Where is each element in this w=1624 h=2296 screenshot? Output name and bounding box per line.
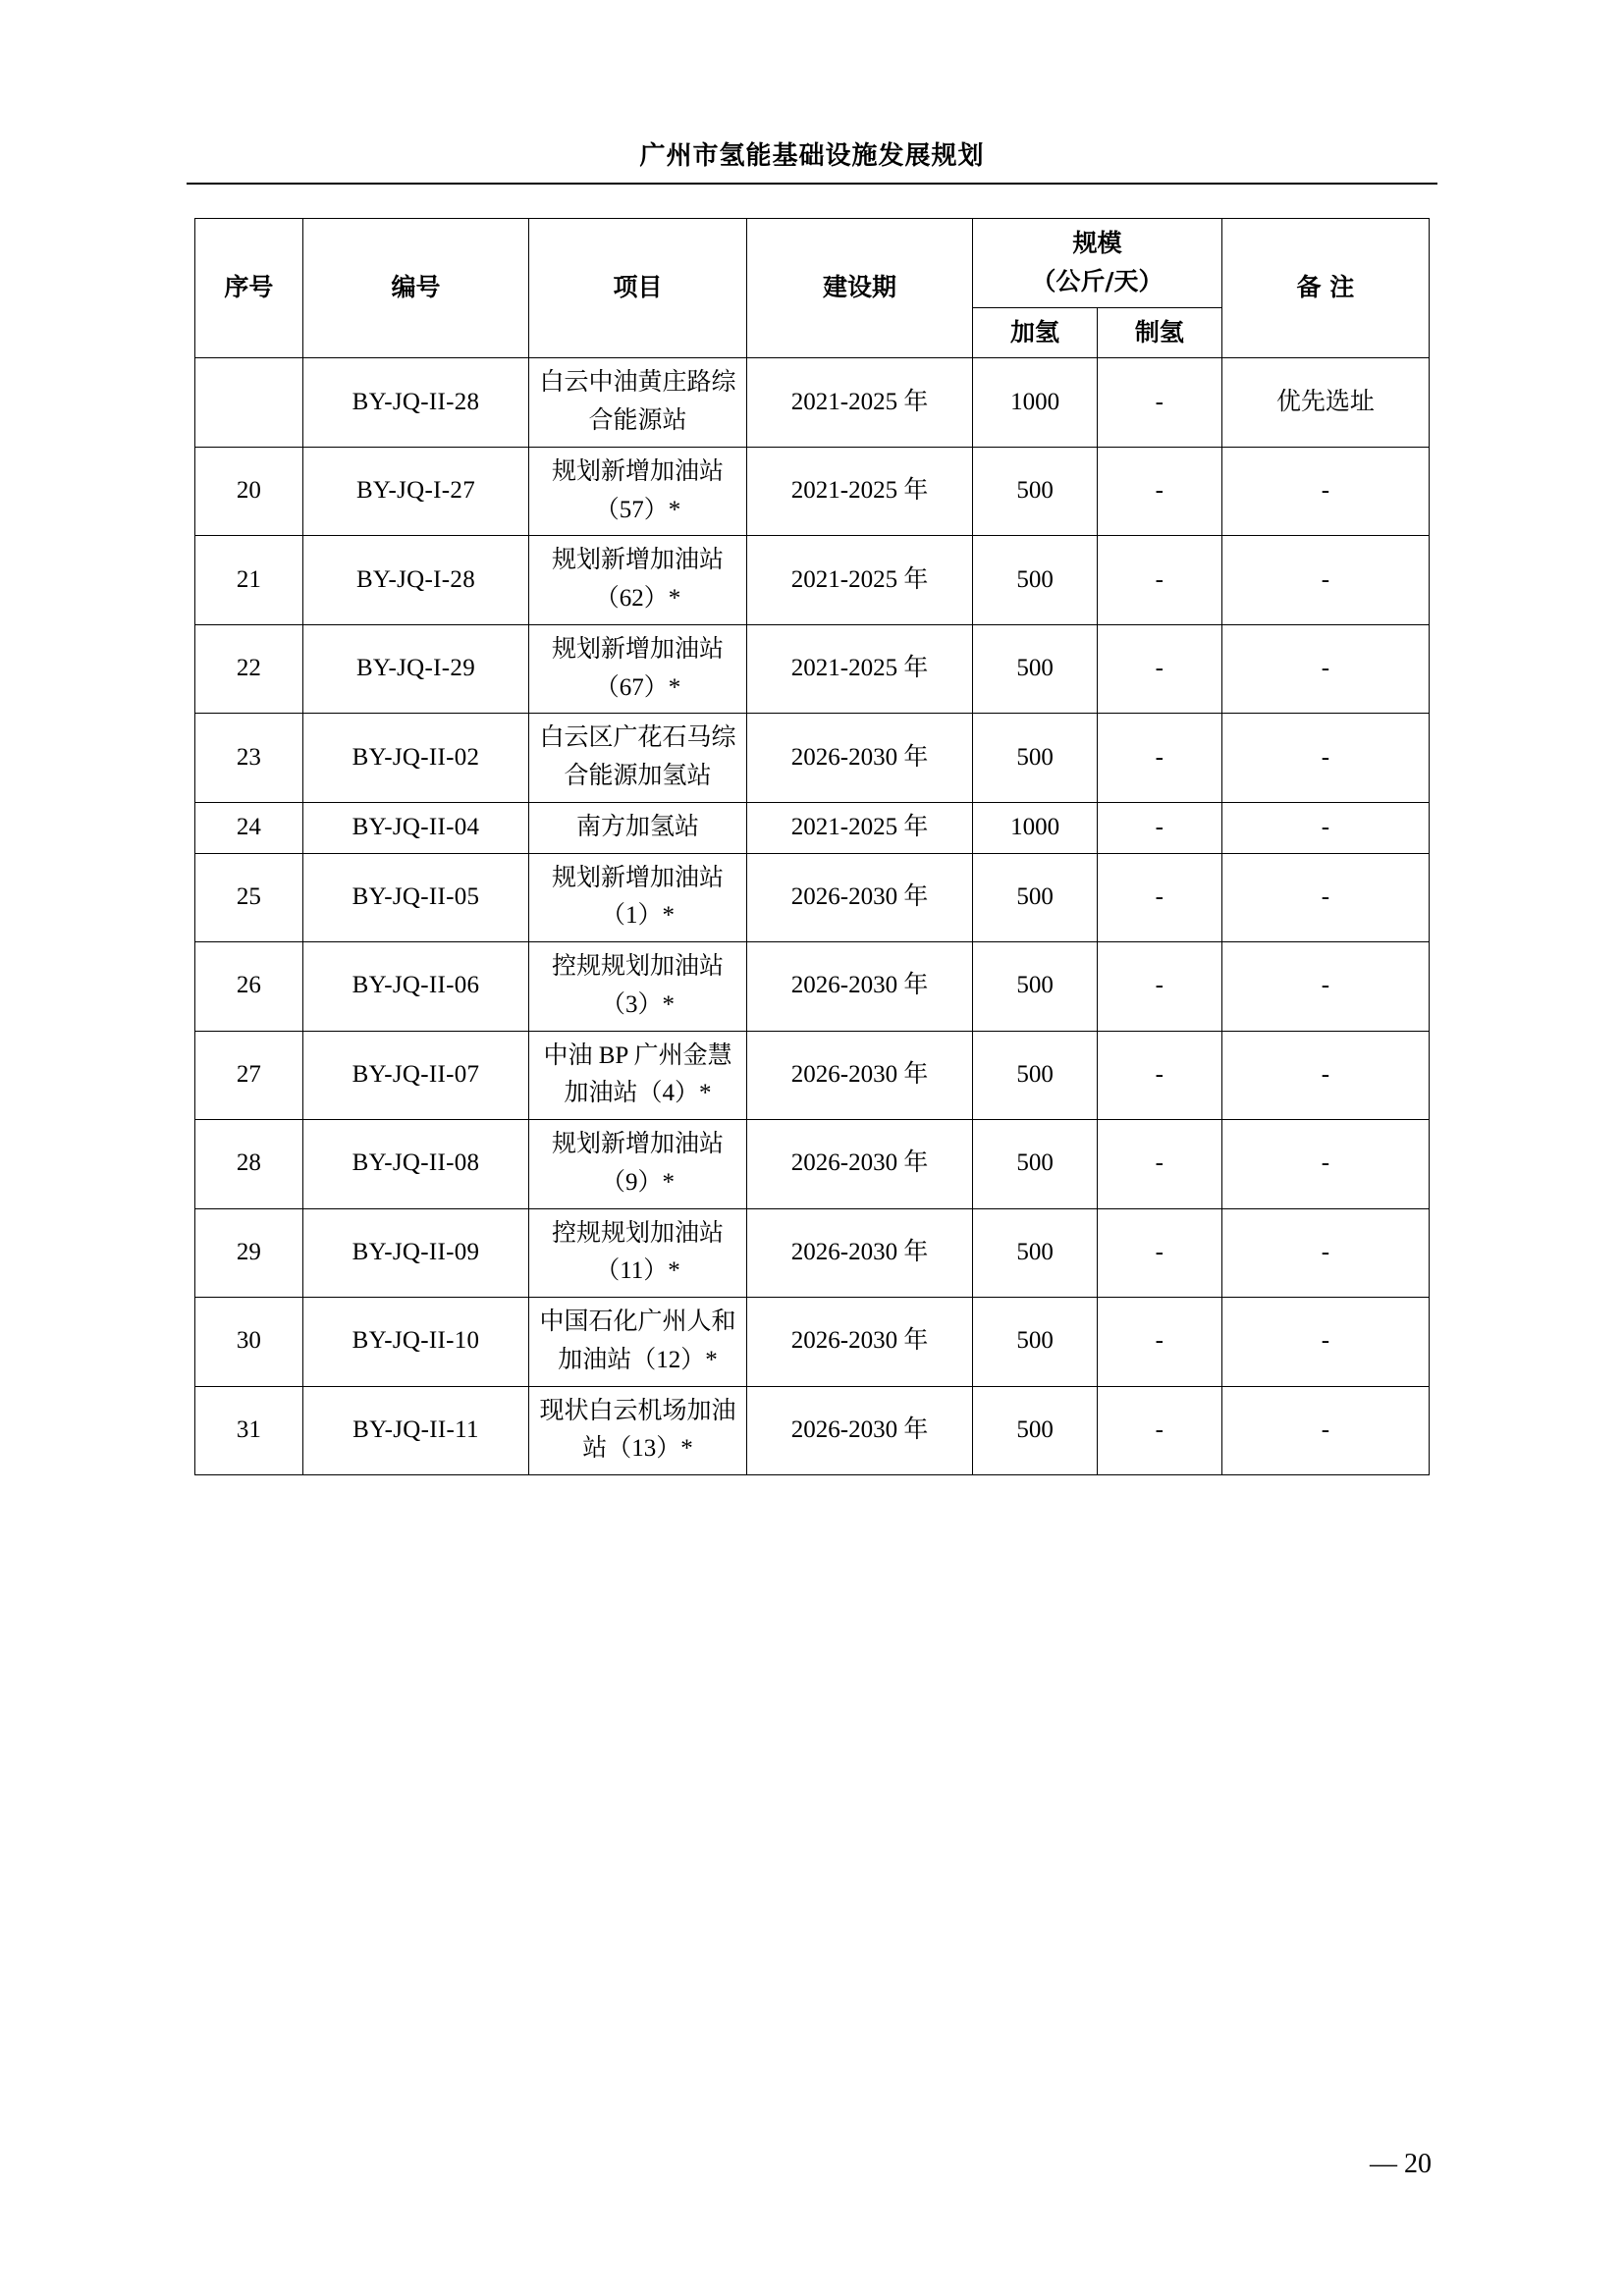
page-header: [0, 135, 1624, 172]
cell-period: 2021-2025 年: [746, 358, 972, 448]
cell-produce: -: [1097, 536, 1221, 625]
cell-code: BY-JQ-I-27: [302, 447, 528, 536]
cell-period: 2026-2030 年: [746, 714, 972, 803]
cell-produce: -: [1097, 714, 1221, 803]
cell-code: BY-JQ-II-07: [302, 1031, 528, 1120]
cell-project: 白云中油黄庄路综合能源站: [529, 358, 747, 448]
table-row: [195, 447, 1430, 536]
cell-period: 2026-2030 年: [746, 1120, 972, 1209]
cell-period: 2026-2030 年: [746, 942, 972, 1032]
cell-period: 2026-2030 年: [746, 853, 972, 942]
cell-seq: 21: [195, 536, 303, 625]
cell-period: 2021-2025 年: [746, 536, 972, 625]
page-number: — 20: [1370, 2149, 1432, 2179]
cell-seq: 23: [195, 714, 303, 803]
cell-produce: -: [1097, 1386, 1221, 1475]
cell-produce: -: [1097, 802, 1221, 853]
cell-refuel: 500: [973, 536, 1098, 625]
cell-project: 规划新增加油站（57）*: [529, 447, 747, 536]
cell-project: 规划新增加油站（1）*: [529, 853, 747, 942]
cell-seq: 27: [195, 1031, 303, 1120]
cell-seq: 20: [195, 447, 303, 536]
cell-code: BY-JQ-II-28: [302, 358, 528, 448]
cell-refuel: 1000: [973, 358, 1098, 448]
cell-code: BY-JQ-II-06: [302, 942, 528, 1032]
column-header-code: 编号: [302, 219, 528, 358]
cell-produce: -: [1097, 1298, 1221, 1387]
cell-seq: 28: [195, 1120, 303, 1209]
cell-note: -: [1221, 1120, 1429, 1209]
table-body: [195, 358, 1430, 1475]
cell-project: 规划新增加油站（9）*: [529, 1120, 747, 1209]
cell-refuel: 500: [973, 714, 1098, 803]
cell-seq: 30: [195, 1298, 303, 1387]
cell-note: -: [1221, 802, 1429, 853]
cell-produce: -: [1097, 1120, 1221, 1209]
cell-seq: 22: [195, 624, 303, 714]
column-header-period: 建设期: [746, 219, 972, 358]
cell-note: -: [1221, 1298, 1429, 1387]
cell-project: 中国石化广州人和加油站（12）*: [529, 1298, 747, 1387]
cell-project: 控规规划加油站（11）*: [529, 1208, 747, 1298]
cell-produce: -: [1097, 1031, 1221, 1120]
cell-note: -: [1221, 624, 1429, 714]
table-row: [195, 1120, 1430, 1209]
table-row: [195, 1386, 1430, 1475]
table-row: [195, 624, 1430, 714]
header-divider: [187, 183, 1437, 185]
column-header-produce: 制氢: [1097, 307, 1221, 358]
cell-seq: 26: [195, 942, 303, 1032]
cell-period: 2026-2030 年: [746, 1208, 972, 1298]
table-header: [195, 219, 1430, 358]
table-row: [195, 942, 1430, 1032]
cell-code: BY-JQ-II-09: [302, 1208, 528, 1298]
table-row: [195, 1031, 1430, 1120]
cell-note: -: [1221, 1386, 1429, 1475]
cell-refuel: 500: [973, 624, 1098, 714]
cell-note: -: [1221, 714, 1429, 803]
cell-refuel: 500: [973, 1120, 1098, 1209]
cell-seq: 31: [195, 1386, 303, 1475]
cell-note: -: [1221, 853, 1429, 942]
cell-refuel: 500: [973, 1208, 1098, 1298]
table-header-row-1: [195, 219, 1430, 308]
cell-seq: 25: [195, 853, 303, 942]
cell-note: -: [1221, 536, 1429, 625]
cell-note: -: [1221, 1208, 1429, 1298]
cell-project: 南方加氢站: [529, 802, 747, 853]
cell-project: 控规规划加油站（3）*: [529, 942, 747, 1032]
table-row: [195, 1208, 1430, 1298]
cell-code: BY-JQ-II-02: [302, 714, 528, 803]
cell-note: -: [1221, 1031, 1429, 1120]
cell-code: BY-JQ-II-10: [302, 1298, 528, 1387]
cell-refuel: 1000: [973, 802, 1098, 853]
column-header-scale: [973, 219, 1222, 308]
cell-project: 规划新增加油站（62）*: [529, 536, 747, 625]
cell-code: BY-JQ-II-08: [302, 1120, 528, 1209]
cell-code: BY-JQ-I-29: [302, 624, 528, 714]
cell-refuel: 500: [973, 853, 1098, 942]
cell-code: BY-JQ-II-05: [302, 853, 528, 942]
table-row: [195, 714, 1430, 803]
cell-code: BY-JQ-I-28: [302, 536, 528, 625]
table-row: [195, 358, 1430, 448]
column-header-project: 项目: [529, 219, 747, 358]
column-header-seq: 序号: [195, 219, 303, 358]
cell-period: 2021-2025 年: [746, 802, 972, 853]
cell-produce: -: [1097, 1208, 1221, 1298]
header-title: 广州市氢能基础设施发展规划: [639, 141, 985, 171]
cell-refuel: 500: [973, 1031, 1098, 1120]
cell-produce: -: [1097, 447, 1221, 536]
cell-produce: -: [1097, 942, 1221, 1032]
cell-refuel: 500: [973, 942, 1098, 1032]
cell-code: BY-JQ-II-11: [302, 1386, 528, 1475]
cell-period: 2021-2025 年: [746, 624, 972, 714]
table-row: [195, 853, 1430, 942]
cell-seq: 29: [195, 1208, 303, 1298]
cell-produce: -: [1097, 624, 1221, 714]
cell-note: 优先选址: [1221, 358, 1429, 448]
cell-produce: -: [1097, 358, 1221, 448]
column-header-refuel: 加氢: [973, 307, 1098, 358]
cell-seq: [195, 358, 303, 448]
cell-period: 2026-2030 年: [746, 1386, 972, 1475]
cell-note: -: [1221, 447, 1429, 536]
table-row: [195, 536, 1430, 625]
cell-seq: 24: [195, 802, 303, 853]
table-row: [195, 802, 1430, 853]
column-header-scale-title: 规模: [1072, 229, 1122, 257]
cell-refuel: 500: [973, 1298, 1098, 1387]
cell-produce: -: [1097, 853, 1221, 942]
cell-refuel: 500: [973, 447, 1098, 536]
hydrogen-station-table: [194, 218, 1430, 1475]
cell-refuel: 500: [973, 1386, 1098, 1475]
cell-period: 2021-2025 年: [746, 447, 972, 536]
cell-project: 现状白云机场加油站（13）*: [529, 1386, 747, 1475]
table-row: [195, 1298, 1430, 1387]
cell-project: 中油 BP 广州金慧加油站（4）*: [529, 1031, 747, 1120]
cell-project: 白云区广花石马综合能源加氢站: [529, 714, 747, 803]
cell-period: 2026-2030 年: [746, 1031, 972, 1120]
cell-project: 规划新增加油站（67）*: [529, 624, 747, 714]
cell-code: BY-JQ-II-04: [302, 802, 528, 853]
column-header-note: 备 注: [1221, 219, 1429, 358]
cell-note: -: [1221, 942, 1429, 1032]
cell-period: 2026-2030 年: [746, 1298, 972, 1387]
column-header-scale-unit: （公斤/天）: [1031, 266, 1164, 295]
